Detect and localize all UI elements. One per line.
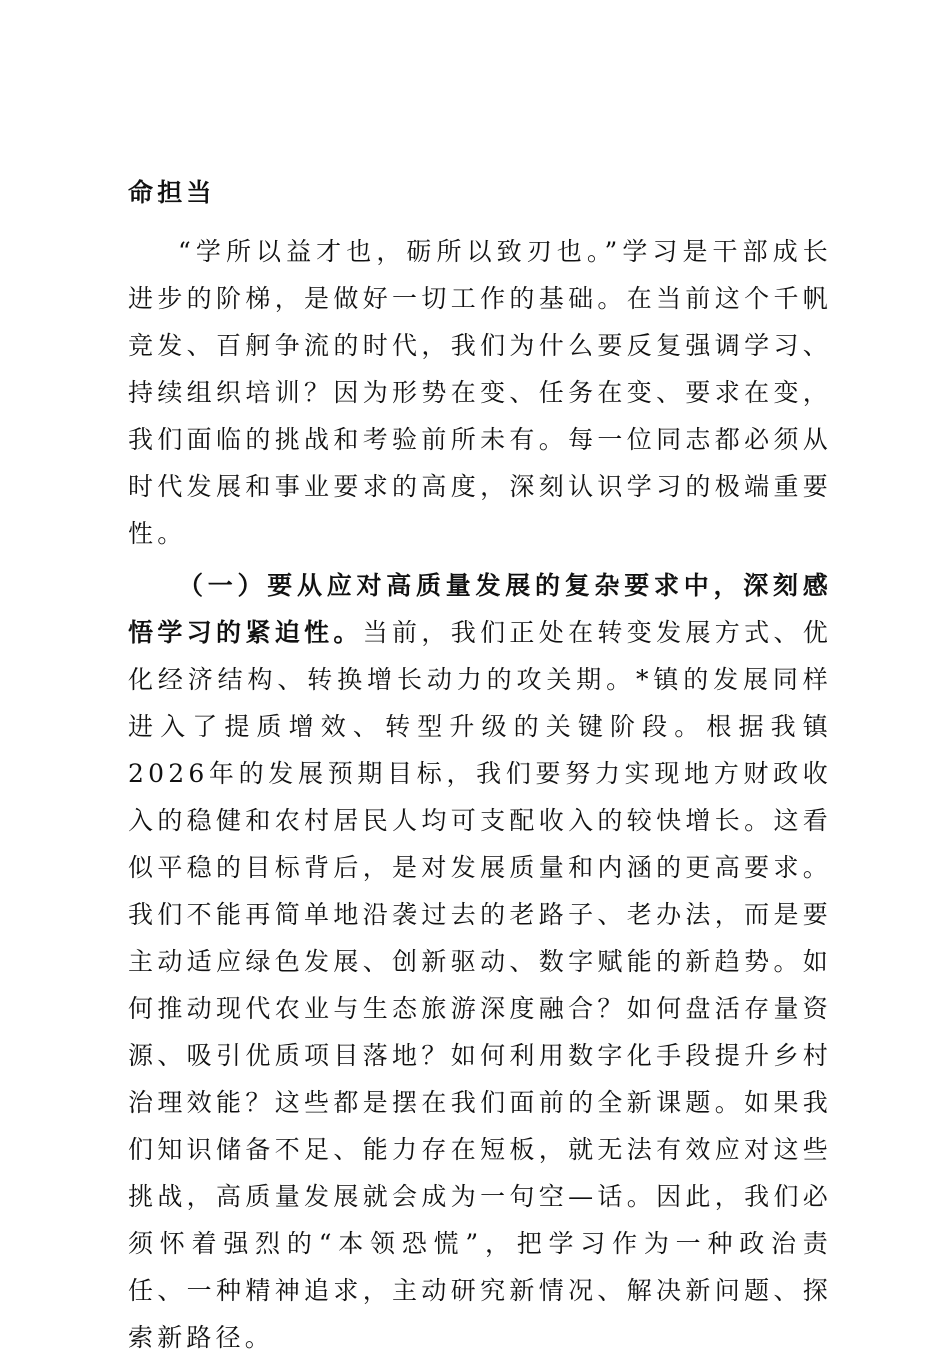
paragraph-intro (128, 228, 832, 557)
sub-heading-one: （一）要从应对高质量发展的复杂要求中，深刻感悟学习的紧迫性。 (128, 571, 832, 647)
section-heading-tail: 命担当 (128, 178, 216, 207)
paragraph-intro-text: “学所以益才也，砺所以致刃也。”学习是干部成长进步的阶梯，是做好一切工作的基础。在当前这个千帆竞发、百舸争流的时代，我们为什么要反复强调学习、持续组织培训？因为形势在变、任务在变、要求在变，我们面临的挑战和考验前所未有。每一位同志都必须从时代发展和事业要求的高度，深刻认识学习的极端重要性。 (128, 237, 832, 548)
paragraph-urgency-text: 当前，我们正处在转变发展方式、优化经济结构、转换增长动力的攻关期。*镇的发展同样进入了提质增效、转型升级的关键阶段。根据我镇2026年的发展预期目标，我们要努力实现地方财政收入的稳健和农村居民人均可支配收入的较快增长。这看似平稳的目标背后，是对发展质量和内涵的更高要求。我们不能再简单地沿袭过去的老路子、老办法，而是要主动适应绿色发展、创新驱动、数字赋能的新趋势。如何推动现代农业与生态旅游深度融合？如何盘活存量资源、吸引优质项目落地？如何利用数字化手段提升乡村治理效能？这些都是摆在我们面前的全新课题。如果我们知识储备不足、能力存在短板，就无法有效应对这些挑战，高质量发展就会成为一句空—话。因此，我们必须怀着强烈的“本领恐慌”，把学习作为一种政治责任、一种精神追求，主动研究新情况、解决新问题、探索新路径。 (128, 618, 832, 1352)
document-body (128, 158, 832, 1361)
paragraph-urgency (128, 562, 832, 1361)
